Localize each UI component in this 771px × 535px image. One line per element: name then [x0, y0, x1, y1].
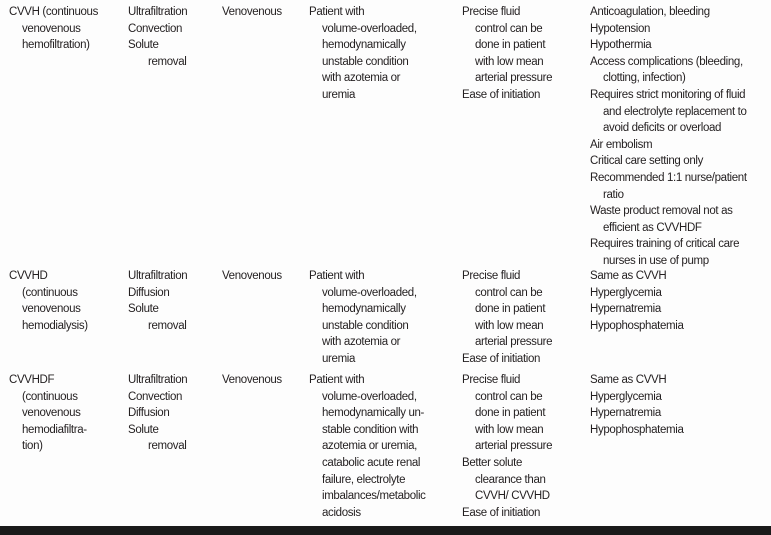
- advantages-line: Ease of initiation: [462, 506, 541, 519]
- mechanisms-line: Diffusion: [128, 286, 170, 299]
- disadvantages-line: Critical care setting only: [590, 155, 703, 168]
- cell-advantages: [462, 372, 552, 521]
- cell-disadvantages: [590, 268, 684, 334]
- indication-line: volume-overloaded,: [322, 286, 417, 299]
- disadvantages-line: nurses in use of pump: [603, 254, 709, 267]
- therapy-line: venovenous: [22, 407, 81, 420]
- cell-advantages: [462, 268, 552, 368]
- advantages-line: arterial pressure: [475, 440, 553, 453]
- mechanisms-line: Solute: [128, 303, 159, 316]
- indication-line: unstable condition: [322, 55, 409, 68]
- disadvantages-line: and electrolyte replacement to: [603, 105, 747, 118]
- disadvantages-line: Requires strict monitoring of fluid: [590, 88, 746, 101]
- disadvantages-line: Requires training of critical care: [590, 238, 740, 251]
- disadvantages-line: Waste product removal not as: [590, 205, 733, 218]
- advantages-line: Ease of initiation: [462, 88, 541, 101]
- cell-disadvantages: [590, 372, 684, 438]
- mechanisms-line: Ultrafiltration: [128, 270, 188, 282]
- disadvantages-line: clotting, infection): [603, 72, 686, 85]
- indication-line: catabolic acute renal: [322, 456, 421, 469]
- cell-access: [222, 4, 282, 21]
- advantages-line: done in patient: [475, 39, 546, 52]
- disadvantages-line: Hypophosphatemia: [590, 319, 684, 332]
- cell-therapy: [9, 372, 87, 455]
- mechanisms-line: Solute: [128, 39, 159, 52]
- indication-line: with azotemia or: [322, 336, 401, 349]
- indication-line: uremia: [322, 88, 356, 101]
- mechanisms-line: removal: [148, 440, 187, 453]
- therapy-line: (continuous: [22, 286, 78, 299]
- cell-access: [222, 268, 282, 285]
- cell-therapy: [9, 268, 88, 334]
- advantages-line: with low mean: [475, 55, 544, 68]
- cell-indication: [309, 372, 426, 521]
- therapy-line: hemodiafiltra-: [22, 423, 87, 436]
- advantages-line: arterial pressure: [475, 72, 553, 85]
- therapy-line: CVVHDF: [9, 374, 55, 386]
- disadvantages-line: ratio: [603, 188, 624, 201]
- mechanisms-line: Ultrafiltration: [128, 374, 188, 386]
- therapy-line: venovenous: [22, 22, 81, 35]
- disadvantages-line: avoid deficits or overload: [603, 122, 722, 135]
- advantages-line: Precise fluid: [462, 270, 521, 282]
- disadvantages-line: Access complications (bleeding,: [590, 55, 743, 68]
- indication-line: hemodynamically: [322, 303, 406, 316]
- mechanisms-line: Ultrafiltration: [128, 6, 188, 18]
- advantages-line: control can be: [475, 22, 543, 35]
- disadvantages-line: Hypernatremia: [590, 407, 661, 420]
- cell-indication: [309, 268, 417, 368]
- advantages-line: Precise fluid: [462, 6, 521, 18]
- cell-disadvantages: [590, 4, 747, 270]
- access-line: Venovenous: [222, 374, 282, 386]
- advantages-line: with low mean: [475, 319, 544, 332]
- indication-line: Patient with: [309, 270, 365, 282]
- therapy-line: (continuous: [22, 390, 78, 403]
- disadvantages-line: Same as CVVH: [590, 270, 667, 282]
- access-line: Venovenous: [222, 270, 282, 282]
- mechanisms-line: Diffusion: [128, 407, 170, 420]
- mechanisms-line: removal: [148, 55, 187, 68]
- therapy-line: hemodialysis): [22, 319, 88, 332]
- disadvantages-line: Hypernatremia: [590, 303, 661, 316]
- disadvantages-line: Air embolism: [590, 138, 653, 151]
- indication-line: hemodynamically: [322, 39, 406, 52]
- therapy-line: hemofiltration): [22, 39, 90, 52]
- cell-therapy: [9, 4, 98, 54]
- indication-line: Patient with: [309, 374, 365, 386]
- therapy-line: tion): [22, 440, 43, 453]
- disadvantages-line: Anticoagulation, bleeding: [590, 6, 710, 18]
- indication-line: Patient with: [309, 6, 365, 18]
- indication-line: uremia: [322, 352, 356, 365]
- indication-line: with azotemia or: [322, 72, 401, 85]
- cell-access: [222, 372, 282, 389]
- indication-line: failure, electrolyte: [322, 473, 406, 486]
- indication-line: volume-overloaded,: [322, 22, 417, 35]
- advantages-line: with low mean: [475, 423, 544, 436]
- advantages-line: Better solute: [462, 456, 523, 469]
- mechanisms-line: Solute: [128, 423, 159, 436]
- mechanisms-line: Convection: [128, 390, 183, 403]
- access-line: Venovenous: [222, 6, 282, 18]
- indication-line: imbalances/metabolic: [322, 490, 426, 503]
- disadvantages-line: Hypophosphatemia: [590, 423, 684, 436]
- indication-line: stable condition with: [322, 423, 419, 436]
- therapy-line: CVVHD: [9, 270, 48, 282]
- indication-line: azotemia or uremia,: [322, 440, 417, 453]
- disadvantages-line: Same as CVVH: [590, 374, 667, 386]
- cell-mechanisms: [128, 372, 187, 455]
- advantages-line: CVVH/ CVVHD: [475, 490, 550, 503]
- disadvantages-line: Hypotension: [590, 22, 651, 35]
- disadvantages-line: efficient as CVVHDF: [603, 221, 702, 234]
- advantages-line: control can be: [475, 390, 543, 403]
- advantages-line: done in patient: [475, 407, 546, 420]
- therapy-line: venovenous: [22, 303, 81, 316]
- cell-mechanisms: [128, 4, 187, 70]
- disadvantages-line: Hyperglycemia: [590, 390, 662, 403]
- cell-indication: [309, 4, 417, 104]
- disadvantages-line: Recommended 1:1 nurse/patient: [590, 171, 747, 184]
- indication-line: hemodynamically un-: [322, 407, 425, 420]
- indication-line: volume-overloaded,: [322, 390, 417, 403]
- therapy-line: CVVH (continuous: [9, 6, 98, 18]
- indication-line: unstable condition: [322, 319, 409, 332]
- advantages-line: control can be: [475, 286, 543, 299]
- bottom-rule: [0, 526, 771, 535]
- advantages-line: Ease of initiation: [462, 352, 541, 365]
- disadvantages-line: Hyperglycemia: [590, 286, 662, 299]
- indication-line: acidosis: [322, 506, 361, 519]
- mechanisms-line: Convection: [128, 22, 183, 35]
- advantages-line: clearance than: [475, 473, 546, 486]
- cell-advantages: [462, 4, 552, 104]
- mechanisms-line: removal: [148, 319, 187, 332]
- disadvantages-line: Hypothermia: [590, 39, 652, 52]
- advantages-line: Precise fluid: [462, 374, 521, 386]
- advantages-line: done in patient: [475, 303, 546, 316]
- cell-mechanisms: [128, 268, 187, 334]
- advantages-line: arterial pressure: [475, 336, 553, 349]
